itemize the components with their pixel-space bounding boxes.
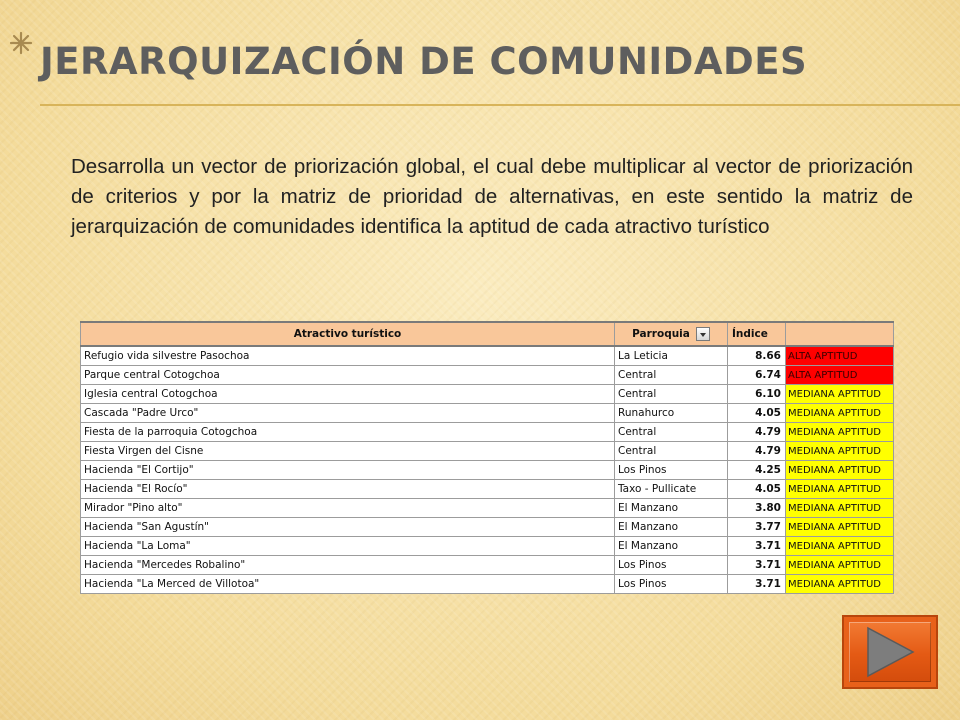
cell-index: 6.10: [728, 385, 786, 404]
cell-aptitude: MEDIANA APTITUD: [786, 461, 894, 480]
cell-attraction: Hacienda "Mercedes Robalino": [81, 556, 615, 575]
cell-aptitude: MEDIANA APTITUD: [786, 423, 894, 442]
cell-attraction: Fiesta de la parroquia Cotogchoa: [81, 423, 615, 442]
cell-attraction: Cascada "Padre Urco": [81, 404, 615, 423]
cell-index: 6.74: [728, 366, 786, 385]
cell-aptitude: ALTA APTITUD: [786, 346, 894, 366]
dropdown-filter-icon[interactable]: [696, 327, 710, 341]
cell-attraction: Hacienda "La Loma": [81, 537, 615, 556]
table-row: [81, 461, 894, 480]
table-row: [81, 480, 894, 499]
cell-index: 4.05: [728, 404, 786, 423]
cell-parish: Runahurco: [615, 404, 728, 423]
cell-parish: El Manzano: [615, 499, 728, 518]
table-row: [81, 499, 894, 518]
cell-parish: Central: [615, 385, 728, 404]
slide-title: JERARQUIZACIÓN DE COMUNIDADES: [40, 40, 808, 83]
column-header-attraction: Atractivo turístico: [81, 322, 615, 346]
play-arrow-icon: [866, 626, 916, 678]
title-divider: [40, 104, 960, 106]
slide-paragraph: Desarrolla un vector de priorización global, el cual debe multiplicar al vector de priorización de criterios y por la matriz de prioridad de alternativas, en este sentido la matriz de jerarquización de comunidades identifica la aptitud de cada atractivo turístico: [71, 155, 913, 238]
cell-index: 4.79: [728, 442, 786, 461]
cell-attraction: Hacienda "El Cortijo": [81, 461, 615, 480]
cell-attraction: Fiesta Virgen del Cisne: [81, 442, 615, 461]
cell-attraction: Hacienda "El Rocío": [81, 480, 615, 499]
cell-aptitude: MEDIANA APTITUD: [786, 556, 894, 575]
cell-attraction: Refugio vida silvestre Pasochoa: [81, 346, 615, 366]
cell-parish: Central: [615, 366, 728, 385]
cell-parish: Los Pinos: [615, 575, 728, 594]
cell-attraction: Hacienda "San Agustín": [81, 518, 615, 537]
cell-parish: El Manzano: [615, 518, 728, 537]
cell-parish: Taxo - Pullicate: [615, 480, 728, 499]
cell-aptitude: MEDIANA APTITUD: [786, 385, 894, 404]
cell-index: 3.77: [728, 518, 786, 537]
cell-parish: Los Pinos: [615, 461, 728, 480]
cell-parish: Central: [615, 442, 728, 461]
table-row: [81, 575, 894, 594]
table-row: [81, 518, 894, 537]
cell-index: 3.71: [728, 556, 786, 575]
table-row: [81, 442, 894, 461]
table-row: [81, 404, 894, 423]
cell-aptitude: ALTA APTITUD: [786, 366, 894, 385]
cell-aptitude: MEDIANA APTITUD: [786, 518, 894, 537]
cell-aptitude: MEDIANA APTITUD: [786, 442, 894, 461]
cell-parish: Central: [615, 423, 728, 442]
cell-aptitude: MEDIANA APTITUD: [786, 499, 894, 518]
cell-index: 4.05: [728, 480, 786, 499]
column-header-parish: Parroquia: [615, 322, 728, 346]
table-row: [81, 556, 894, 575]
cell-index: 3.80: [728, 499, 786, 518]
cell-aptitude: MEDIANA APTITUD: [786, 404, 894, 423]
table-row: [81, 385, 894, 404]
cell-index: 8.66: [728, 346, 786, 366]
cell-attraction: Iglesia central Cotogchoa: [81, 385, 615, 404]
cell-index: 3.71: [728, 537, 786, 556]
table-row: [81, 423, 894, 442]
cell-attraction: Mirador "Pino alto": [81, 499, 615, 518]
cell-parish: La Leticia: [615, 346, 728, 366]
column-header-aptitude: [786, 322, 894, 346]
cell-index: 4.79: [728, 423, 786, 442]
ranking-table: [80, 321, 893, 594]
table-row: [81, 366, 894, 385]
cell-aptitude: MEDIANA APTITUD: [786, 537, 894, 556]
table-header-row: [81, 322, 894, 346]
cell-parish: El Manzano: [615, 537, 728, 556]
table-row: [81, 537, 894, 556]
column-header-index: Índice: [728, 322, 786, 346]
next-slide-button[interactable]: [842, 615, 938, 689]
cell-attraction: Hacienda "La Merced de Villotoa": [81, 575, 615, 594]
cell-index: 4.25: [728, 461, 786, 480]
asterisk-icon: [8, 30, 34, 56]
cell-aptitude: MEDIANA APTITUD: [786, 575, 894, 594]
cell-attraction: Parque central Cotogchoa: [81, 366, 615, 385]
cell-parish: Los Pinos: [615, 556, 728, 575]
cell-aptitude: MEDIANA APTITUD: [786, 480, 894, 499]
table-row: [81, 346, 894, 366]
cell-index: 3.71: [728, 575, 786, 594]
